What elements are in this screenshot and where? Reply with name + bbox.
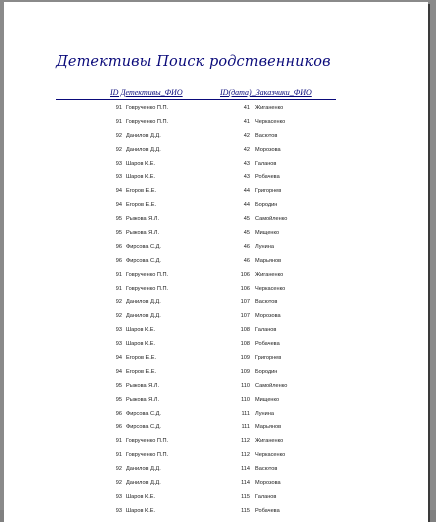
client-name-cell: Марьянов [255, 424, 282, 431]
table-row [4, 493, 428, 507]
client-id-cell: 46 [243, 257, 250, 264]
client-id-cell: 106 [240, 271, 250, 278]
detective-id-cell: 96 [115, 410, 122, 417]
detective-name-cell: Егоров Е.Е. [126, 188, 157, 195]
detective-name-cell: Говрученко П.П. [126, 452, 169, 459]
detective-name-cell: Шаров К.Е. [126, 493, 156, 500]
client-name-cell: Григорнев [255, 355, 282, 362]
detective-id-cell: 96 [115, 424, 122, 431]
detective-name-cell: Егоров Е.Е. [126, 368, 157, 375]
table-row [4, 229, 428, 243]
table-row [4, 173, 428, 187]
detective-id-cell: 91 [115, 105, 122, 111]
client-name-cell: Галанов [255, 160, 277, 167]
client-id-cell: 107 [240, 299, 250, 306]
table-row [4, 423, 428, 437]
table-row [4, 437, 428, 451]
client-name-cell: Морозова [255, 146, 281, 153]
detective-name-cell: Рыжова Я.Л. [126, 230, 159, 237]
client-id-cell: 42 [243, 146, 250, 153]
client-name-cell: Васютов [255, 466, 278, 473]
table-row [4, 479, 428, 493]
client-id-cell: 114 [241, 466, 250, 473]
client-name-cell: Мищенко [255, 396, 280, 403]
client-id-cell: 110 [241, 382, 250, 389]
column-header-clients: ID(дата)_Заказчики_ФИО [220, 88, 312, 97]
detective-name-cell: Егоров Е.Е. [126, 202, 157, 209]
client-id-cell: 109 [240, 368, 250, 375]
detective-id-cell: 92 [115, 313, 122, 320]
client-name-cell: Черкасенко [255, 285, 286, 292]
client-id-cell: 114 [241, 480, 250, 487]
table-row [4, 465, 428, 479]
client-id-cell: 43 [243, 174, 250, 181]
report-title: Детективы Поиск родственников [56, 54, 331, 70]
client-name-cell: Робачева [255, 507, 280, 514]
report-rows [4, 104, 428, 521]
client-id-cell: 112 [241, 438, 250, 445]
client-name-cell: Самойленко [255, 216, 288, 223]
client-name-cell: Васютов [255, 132, 278, 139]
detective-id-cell: 93 [115, 493, 122, 500]
detective-name-cell: Говрученко П.П. [126, 271, 169, 278]
detective-name-cell: Говрученко П.П. [126, 285, 169, 292]
detective-name-cell: Данилов Д.Д. [126, 299, 161, 306]
detective-id-cell: 91 [115, 285, 122, 292]
table-row [4, 312, 428, 326]
client-name-cell: Марьянов [255, 257, 282, 264]
detective-name-cell: Шаров К.Е. [126, 507, 156, 514]
detective-id-cell: 91 [115, 438, 122, 445]
client-id-cell: 111 [241, 424, 250, 431]
detective-id-cell: 93 [115, 160, 122, 167]
detective-name-cell: Говрученко П.П. [126, 438, 169, 445]
detective-name-cell: Рыжова Я.Л. [126, 382, 159, 389]
detective-id-cell: 92 [115, 480, 122, 487]
table-row [4, 410, 428, 424]
detective-name-cell: Шаров К.Е. [126, 160, 156, 167]
table-row [4, 257, 428, 271]
detective-id-cell: 92 [115, 466, 122, 473]
client-name-cell: Черкасенко [255, 452, 286, 459]
table-row [4, 396, 428, 410]
detective-id-cell: 91 [115, 271, 122, 278]
table-row [4, 271, 428, 285]
detective-id-cell: 95 [115, 216, 122, 223]
detective-id-cell: 96 [115, 257, 122, 264]
detective-id-cell: 95 [115, 230, 122, 237]
header-divider [56, 99, 336, 100]
client-name-cell: Жиганенко [255, 271, 284, 278]
client-id-cell: 41 [243, 118, 250, 125]
client-name-cell: Жиганенко [255, 105, 284, 111]
detective-name-cell: Егоров Е.Е. [126, 355, 157, 362]
table-row [4, 340, 428, 354]
client-name-cell: Мищенко [255, 230, 280, 237]
detective-name-cell: Рыжова Я.Л. [126, 396, 159, 403]
client-name-cell: Морозова [255, 313, 281, 320]
table-row [4, 215, 428, 229]
client-id-cell: 42 [243, 132, 250, 139]
client-name-cell: Лунина [255, 410, 274, 417]
detective-id-cell: 91 [115, 452, 122, 459]
client-id-cell: 111 [241, 410, 250, 417]
detective-name-cell: Данилов Д.Д. [126, 466, 161, 473]
detective-name-cell: Фирсова С.Д. [126, 257, 161, 264]
client-name-cell: Самойленко [255, 382, 288, 389]
client-id-cell: 44 [243, 188, 250, 195]
client-name-cell: Морозова [255, 480, 281, 487]
client-id-cell: 45 [243, 216, 250, 223]
report-page [4, 2, 428, 522]
detective-name-cell: Шаров К.Е. [126, 174, 156, 181]
detective-id-cell: 93 [115, 174, 122, 181]
detective-id-cell: 92 [115, 299, 122, 306]
client-name-cell: Жиганенко [255, 438, 284, 445]
detective-name-cell: Фирсова С.Д. [126, 243, 161, 250]
detective-name-cell: Данилов Д.Д. [126, 146, 161, 153]
detective-name-cell: Говрученко П.П. [126, 105, 169, 111]
detective-name-cell: Данилов Д.Д. [126, 132, 161, 139]
client-id-cell: 110 [241, 396, 250, 403]
detective-id-cell: 96 [115, 243, 122, 250]
client-id-cell: 45 [243, 230, 250, 237]
detective-name-cell: Говрученко П.П. [126, 118, 169, 125]
client-name-cell: Григорнев [255, 188, 282, 195]
detective-id-cell: 95 [115, 396, 122, 403]
client-id-cell: 115 [241, 493, 250, 500]
client-id-cell: 43 [243, 160, 250, 167]
detective-id-cell: 94 [115, 368, 122, 375]
client-name-cell: Бородин [255, 368, 278, 375]
client-name-cell: Лунина [255, 243, 274, 250]
client-id-cell: 108 [240, 341, 250, 348]
table-row [4, 507, 428, 521]
detective-name-cell: Фирсова С.Д. [126, 410, 161, 417]
client-id-cell: 107 [240, 313, 250, 320]
client-id-cell: 44 [243, 202, 250, 209]
table-row [4, 298, 428, 312]
client-name-cell: Галанов [255, 327, 277, 334]
detective-id-cell: 92 [115, 132, 122, 139]
detective-name-cell: Шаров К.Е. [126, 341, 156, 348]
table-row [4, 285, 428, 299]
client-id-cell: 109 [240, 355, 250, 362]
client-name-cell: Робачева [255, 341, 280, 348]
table-row [4, 132, 428, 146]
table-row [4, 243, 428, 257]
table-row [4, 382, 428, 396]
column-header-detectives: ID Детективы_ФИО [110, 88, 183, 97]
client-name-cell: Галанов [255, 493, 277, 500]
detective-name-cell: Данилов Д.Д. [126, 313, 161, 320]
table-row [4, 326, 428, 340]
table-row [4, 146, 428, 160]
table-row [4, 160, 428, 174]
table-row [4, 451, 428, 465]
client-id-cell: 41 [243, 105, 250, 111]
client-name-cell: Черкасенко [255, 118, 286, 125]
client-name-cell: Робачева [255, 174, 280, 181]
detective-id-cell: 93 [115, 327, 122, 334]
table-row [4, 187, 428, 201]
table-row [4, 118, 428, 132]
detective-name-cell: Фирсова С.Д. [126, 424, 161, 431]
detective-id-cell: 93 [115, 341, 122, 348]
table-row [4, 201, 428, 215]
table-row [4, 354, 428, 368]
detective-id-cell: 93 [115, 507, 122, 514]
detective-id-cell: 92 [115, 146, 122, 153]
client-id-cell: 115 [241, 507, 250, 514]
table-row [4, 104, 428, 118]
detective-id-cell: 91 [115, 118, 122, 125]
client-id-cell: 112 [241, 452, 250, 459]
client-id-cell: 106 [240, 285, 250, 292]
client-name-cell: Бородин [255, 202, 278, 209]
detective-id-cell: 94 [115, 188, 122, 195]
detective-id-cell: 95 [115, 382, 122, 389]
client-id-cell: 108 [240, 327, 250, 334]
client-id-cell: 46 [243, 243, 250, 250]
client-name-cell: Васютов [255, 299, 278, 306]
detective-name-cell: Шаров К.Е. [126, 327, 156, 334]
detective-id-cell: 94 [115, 202, 122, 209]
table-row [4, 368, 428, 382]
detective-id-cell: 94 [115, 355, 122, 362]
detective-name-cell: Рыжова Я.Л. [126, 216, 159, 223]
detective-name-cell: Данилов Д.Д. [126, 480, 161, 487]
